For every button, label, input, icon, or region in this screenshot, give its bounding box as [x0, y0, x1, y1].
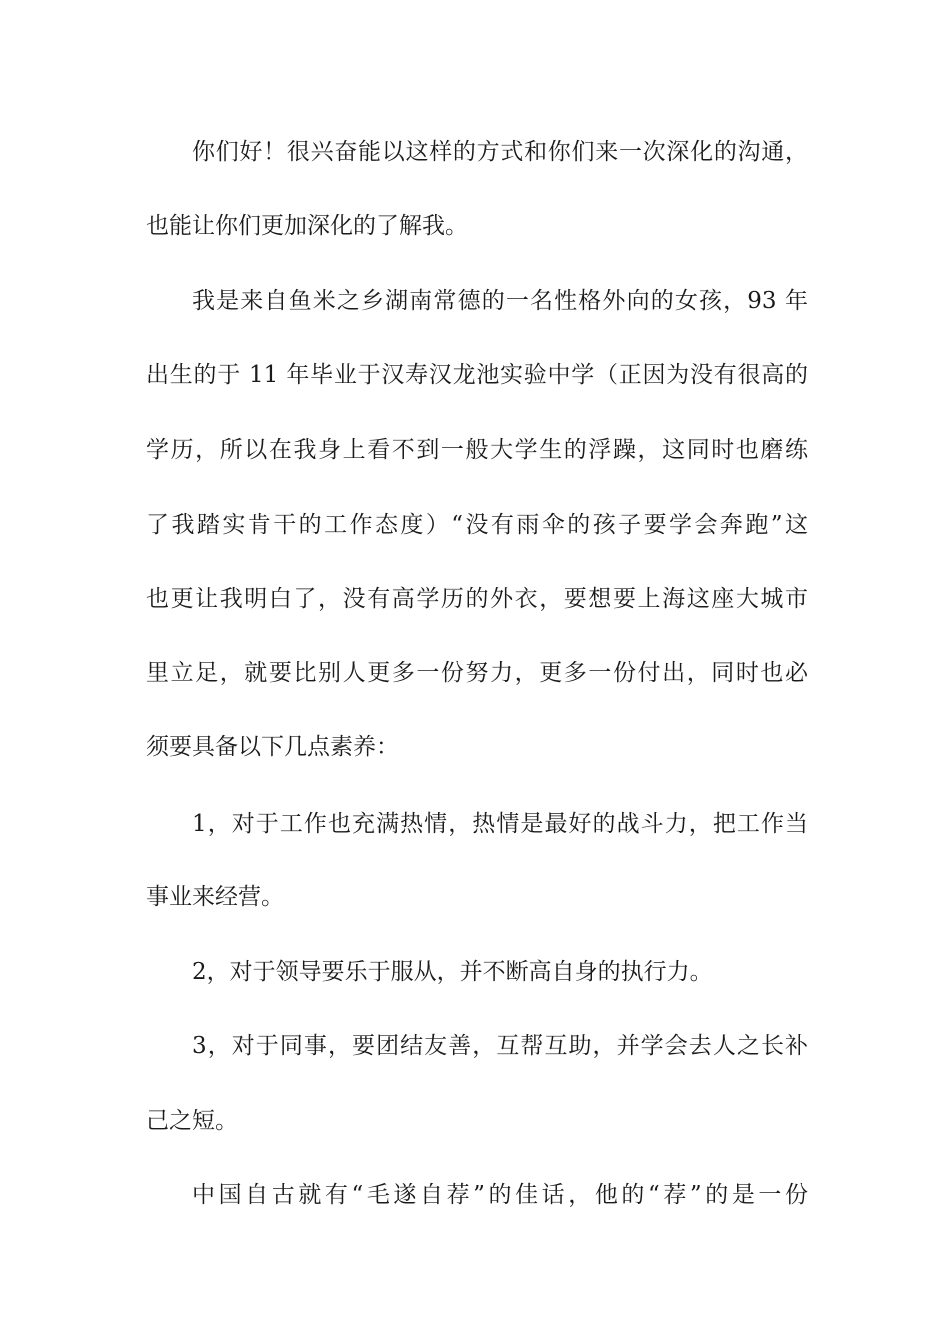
paragraph-line: 我是来自鱼米之乡湖南常德的一名性格外向的女孩，93 年 — [192, 288, 808, 314]
paragraph-line: 里立足，就要比别人更多一份努力，更多一份付出，同时也必 — [146, 660, 808, 686]
paragraph-line: 你们好！很兴奋能以这样的方式和你们来一次深化的沟通， — [192, 139, 808, 165]
paragraph-line: 也能让你们更加深化的了解我。 — [146, 213, 468, 239]
paragraph-line: 也更让我明白了，没有高学历的外衣，要想要上海这座大城市 — [146, 586, 808, 612]
paragraph-line: 须要具备以下几点素养： — [146, 734, 399, 760]
paragraph-line: 出生的于 11 年毕业于汉寿汉龙池实验中学（正因为没有很高的 — [146, 362, 808, 388]
paragraph-line: 中国自古就有“毛遂自荐”的佳话，他的“荐”的是一份 — [192, 1182, 808, 1208]
paragraph-line: 学历，所以在我身上看不到一般大学生的浮躁，这同时也磨练 — [146, 437, 808, 463]
list-item-line: 事业来经营。 — [146, 884, 284, 910]
list-item-line: 3，对于同事，要团结友善，互帮互助，并学会去人之长补 — [192, 1033, 808, 1059]
paragraph-line: 了我踏实肯干的工作态度）“没有雨伞的孩子要学会奔跑”这 — [146, 512, 808, 538]
list-item-line: 己之短。 — [146, 1108, 238, 1134]
list-item-line: 2，对于领导要乐于服从，并不断高自身的执行力。 — [192, 959, 713, 985]
list-item-line: 1，对于工作也充满热情，热情是最好的战斗力，把工作当 — [192, 811, 808, 837]
